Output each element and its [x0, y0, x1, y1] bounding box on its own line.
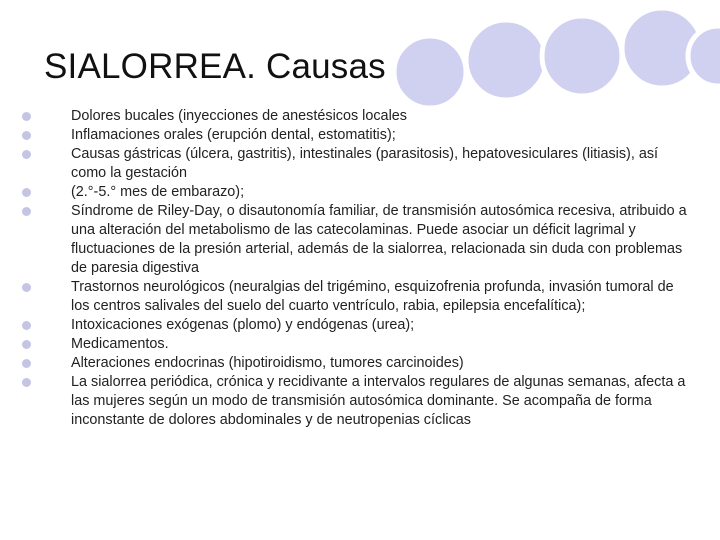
bullet-item	[22, 202, 692, 278]
slide-title: SIALORREA. Causas	[44, 47, 386, 86]
bullet-item	[22, 107, 692, 126]
decorative-circle-3	[542, 16, 622, 96]
bullet-text: (2.°-5.° mes de embarazo);	[71, 184, 245, 200]
bullet-dot-icon	[22, 131, 31, 140]
bullet-text: Intoxicaciones exógenas (plomo) y endógenas (urea);	[71, 317, 415, 333]
bullet-item	[22, 316, 692, 335]
bullet-item	[22, 335, 692, 354]
bullet-text: Trastornos neurológicos (neuralgias del trigémino, esquizofrenia profunda, invasión tumoral de los centros salivales del suelo del cuarto ventrículo, rabia, epilepsia encefalítica);	[71, 279, 674, 314]
bullet-dot-icon	[22, 321, 31, 330]
bullet-item	[22, 278, 692, 316]
bullet-dot-icon	[22, 283, 31, 292]
bullet-dot-icon	[22, 207, 31, 216]
decorative-circle-2	[466, 20, 546, 100]
bullet-text: Síndrome de Riley-Day, o disautonomía familiar, de transmisión autosómica recesiva, atribuido a una alteración del metabolismo de las catecolaminas. Puede asociar un déficit lagrimal y fluctuaciones de la presión arterial, además de la sialorrea, relacionada sin duda con problemas de paresia digestiva	[71, 203, 687, 276]
bullet-item	[22, 373, 692, 430]
decorative-circle-1	[394, 36, 466, 108]
bullet-text: La sialorrea periódica, crónica y recidivante a intervalos regulares de algunas semanas, afecta a las mujeres según un modo de transmisión autosómica dominante. Se acompaña de forma inconstante de dolores abdominales y de neutropenias cíclicas	[71, 374, 686, 428]
bullet-text: Inflamaciones orales (erupción dental, estomatitis);	[71, 127, 396, 143]
bullet-dot-icon	[22, 378, 31, 387]
bullet-text: Dolores bucales (inyecciones de anestésicos locales	[71, 108, 407, 124]
bullet-item	[22, 145, 692, 183]
bullet-dot-icon	[22, 188, 31, 197]
bullet-dot-icon	[22, 340, 31, 349]
bullet-dot-icon	[22, 150, 31, 159]
bullet-dot-icon	[22, 112, 31, 121]
bullet-text: Causas gástricas (úlcera, gastritis), intestinales (parasitosis), hepatovesiculares (litiasis), así como la gestación	[71, 146, 659, 181]
bullet-list	[22, 107, 692, 430]
bullet-text: Medicamentos.	[71, 336, 169, 352]
bullet-item	[22, 183, 692, 202]
bullet-item	[22, 126, 692, 145]
bullet-dot-icon	[22, 359, 31, 368]
bullet-text: Alteraciones endocrinas (hipotiroidismo, tumores carcinoides)	[71, 355, 464, 371]
bullet-item	[22, 354, 692, 373]
